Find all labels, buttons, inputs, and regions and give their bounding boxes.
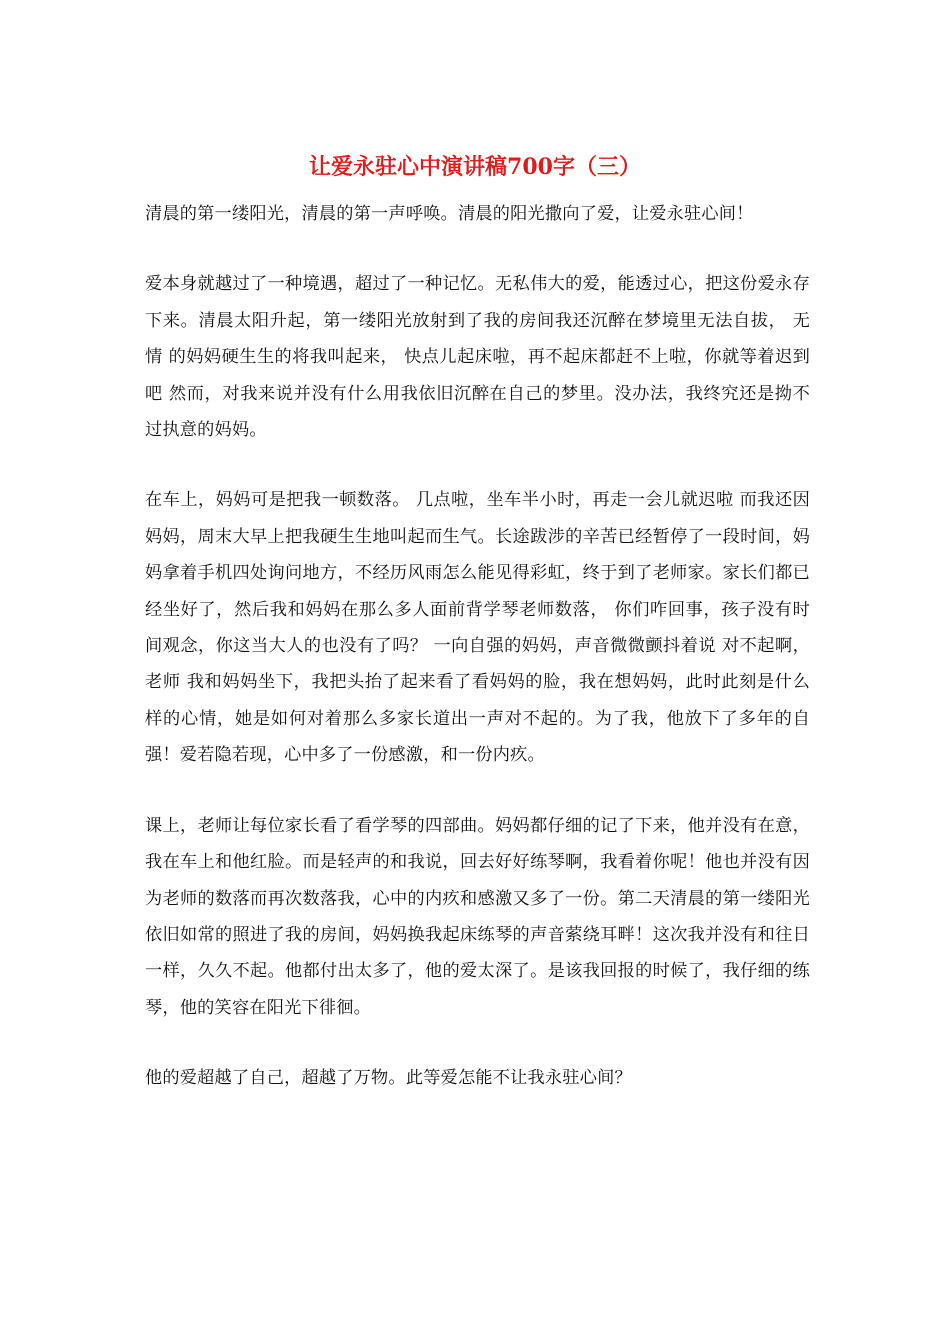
paragraph-conclusion: 他的爱超越了自己，超越了万物。此等爱怎能不让我永驻心间？ xyxy=(145,1068,632,1089)
paragraph-morning: 爱本身就越过了一种境遇，超过了一种记忆。无私伟大的爱，能透过心，把这份爱永存下来。清晨太阳升起，第一缕阳光放射到了我的房间我还沉醉在梦境里无法自拔， 无情 的妈妈硬生生的将我叫起来， 快点儿起床啦，再不起床都赶不上啦，你就等着迟到吧 然而，对我来说并没有什么用我依旧沉醉在自己的梦里。没办法，我终究还是拗不过执意的妈妈。 xyxy=(145,274,810,441)
document-title: 让爱永驻心中演讲稿700字（三） xyxy=(309,154,641,180)
paragraph-intro: 清晨的第一缕阳光，清晨的第一声呼唤。清晨的阳光撒向了爱，让爱永驻心间！ xyxy=(145,204,754,224)
document-body xyxy=(145,196,810,1097)
paragraph-car: 在车上，妈妈可是把我一顿数落。 几点啦，坐车半小时，再走一会儿就迟啦 而我还因妈妈，周末大早上把我硬生生地叫起而生气。长途跋涉的辛苦已经暂停了一段时间，妈妈拿着手机四处询问地方，不经历风雨怎么能见得彩虹，终于到了老师家。家长们都已经坐好了，然后我和妈妈在那么多人面前背学琴老师数落， 你们咋回事，孩子没有时间观念，你这当大人的也没有了吗？ 一向自强的妈妈，声音微微颤抖着说 对不起啊，老师 我和妈妈坐下，我把头抬了起来看了看妈妈的脸，我在想妈妈，此时此刻是什么样的心情，她是如何对着那么多家长道出一声对不起的。为了我，他放下了多年的自强！爱若隐若现，心中多了一份感激，和一份内疚。 xyxy=(145,490,810,766)
paragraph-class: 课上，老师让每位家长看了看学琴的四部曲。妈妈都仔细的记了下来，他并没有在意，我在车上和他红脸。而是轻声的和我说，回去好好练琴啊，我看着你呢！他也并没有因为老师的数落而再次数落我，心中的内疚和感激又多了一份。第二天清晨的第一缕阳光依旧如常的照进了我的房间，妈妈换我起床练琴的声音萦绕耳畔！这次我并没有和往日一样，久久不起。他都付出太多了，他的爱太深了。是该我回报的时候了，我仔细的练琴，他的笑容在阳光下徘徊。 xyxy=(145,815,810,1018)
